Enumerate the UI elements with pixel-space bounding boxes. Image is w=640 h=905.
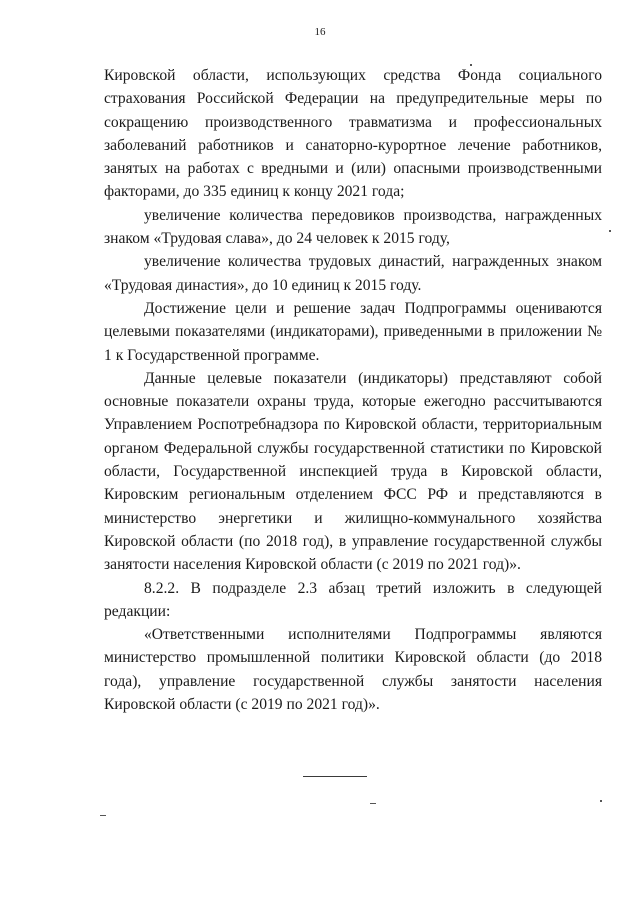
scan-speck — [600, 800, 602, 802]
scan-speck — [470, 64, 472, 66]
paragraph: Достижение цели и решение задач Подпрограммы оцениваются целевыми показателями (индикаторами), приведенными в приложении № 1 к Государственной программе. — [104, 299, 602, 364]
paragraph: увеличение количества трудовых династий, награжденных знаком «Трудовая династия», до 10 единиц к 2015 году. — [104, 253, 602, 294]
paragraph: 8.2.2. В подразделе 2.3 абзац третий изложить в следующей редакции: — [104, 579, 602, 620]
document-body — [104, 64, 602, 716]
page-number: 16 — [314, 26, 326, 38]
paragraph: «Ответственными исполнителями Подпрограммы являются министерство промышленной политики Кировской области (до 2018 года), управление государственной службы занятости населения Кировской области (с 2019 по 2021 год)». — [104, 626, 602, 714]
scan-speck — [100, 815, 106, 816]
paragraph-continuation: Кировской области, использующих средства Фонда социального страхования Российской Федерации на предупредительные меры по сокращению производственного травматизма и профессиональных заболеваний работников и санаторно-курортное лечение работников, занятых на работах с вредными и (или) опасными производственными факторами, до 335 единиц к концу 2021 года; — [104, 67, 602, 201]
paragraph: Данные целевые показатели (индикаторы) представляют собой основные показатели охраны труда, которые ежегодно рассчитываются Управлением Роспотребнадзора по Кировской области, территориальным органом Федеральной службы государственной статистики по Кировской области, Государственной инспекцией труда в Кировской области, Кировским региональным отделением ФСС РФ и представляются в министерство энергетики и жилищно-коммунального хозяйства Кировской области (по 2018 год), в управление государственной службы занятости населения Кировской области (с 2019 по 2021 год)». — [104, 369, 602, 574]
paragraph: увеличение количества передовиков производства, награжденных знаком «Трудовая слава», до 24 человек к 2015 году, — [104, 206, 602, 248]
scan-speck — [370, 803, 376, 804]
end-divider-line — [303, 776, 367, 777]
scan-speck — [609, 230, 611, 232]
